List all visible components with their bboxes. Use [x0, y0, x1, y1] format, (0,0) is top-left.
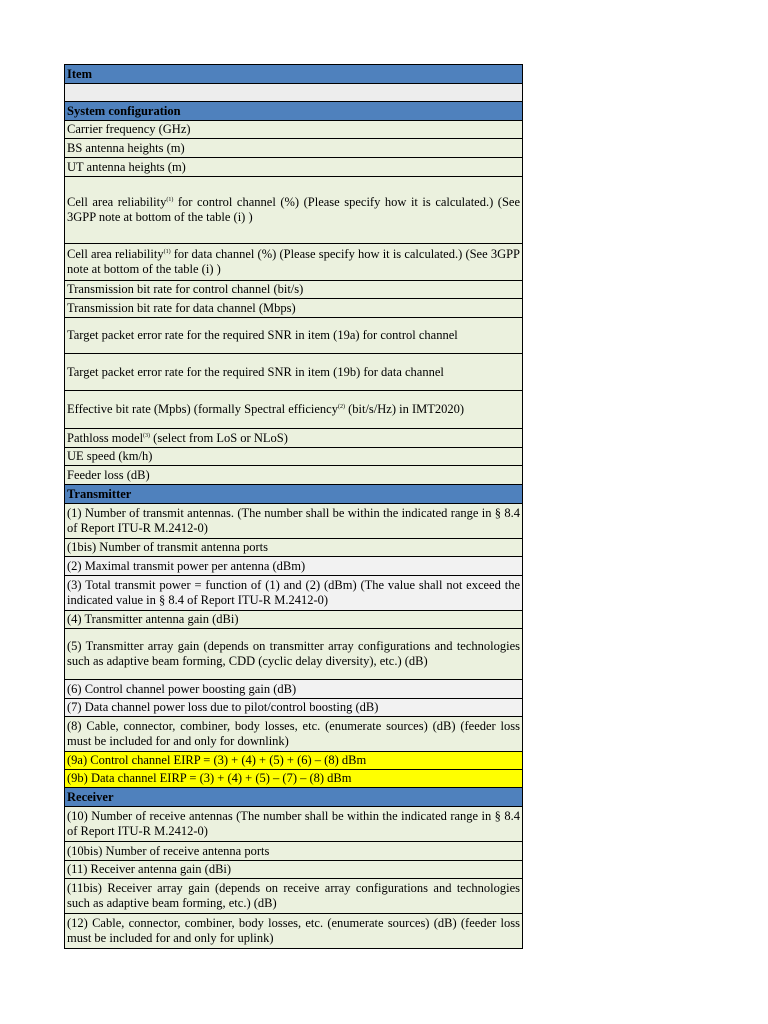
table-cell [65, 770, 523, 788]
cell-text: Target packet error rate for the required SNR in item (19a) for control channel [67, 328, 458, 342]
cell-text: System configuration [67, 103, 181, 118]
table-cell [65, 842, 523, 861]
cell-text: (1) Number of transmit antennas. (The number shall be within the indicated range in § 8.4 of Report ITU-R M.2412-0) [67, 506, 520, 535]
table-cell [65, 557, 523, 576]
cell-text: BS antenna heights (m) [67, 140, 185, 155]
table-row [65, 680, 523, 699]
table-cell [65, 244, 523, 281]
cell-text: (5) Transmitter array gain (depends on transmitter array configurations and technologies such as adaptive beam forming, CDD (cyclic delay diversity), etc.) (dB) [67, 639, 520, 668]
table-cell [65, 84, 523, 102]
cell-text: (10bis) Number of receive antenna ports [67, 843, 270, 858]
table-cell [65, 788, 523, 807]
table-row [65, 448, 523, 466]
table-row [65, 281, 523, 299]
table-row [65, 807, 523, 842]
footnote-marker: (1) [163, 249, 171, 255]
cell-text: Transmission bit rate for data channel (Mbps) [67, 300, 296, 315]
table-row [65, 629, 523, 680]
table-row [65, 611, 523, 629]
footnote-marker: (3) [143, 432, 151, 439]
table-row [65, 914, 523, 949]
table-cell [65, 281, 523, 299]
table-cell [65, 629, 523, 680]
table-cell [65, 354, 523, 391]
table-row [65, 557, 523, 576]
cell-text: (11) Receiver antenna gain (dBi) [67, 862, 232, 876]
cell-text: (6) Control channel power boosting gain (dB) [67, 681, 297, 696]
table-cell [65, 448, 523, 466]
cell-text: (11bis) Receiver array gain (depends on receive array configurations and technologies such as adaptive beam forming, etc.) (dB) [67, 881, 520, 910]
cell-text: (2) Maximal transmit power per antenna (dBm) [67, 558, 306, 573]
cell-text: Effective bit rate (Mpbs) (formally Spectral efficiency [67, 402, 338, 416]
table-cell [65, 318, 523, 354]
table-cell [65, 752, 523, 770]
cell-text: (1bis) Number of transmit antenna ports [67, 540, 268, 554]
table-row [65, 879, 523, 914]
table-cell [65, 807, 523, 842]
table-cell [65, 391, 523, 429]
section-header-row [65, 102, 523, 121]
cell-text: Item [67, 66, 92, 81]
table-row [65, 861, 523, 879]
table-row [65, 244, 523, 281]
table-row [65, 504, 523, 539]
table-row [65, 158, 523, 177]
table-cell [65, 139, 523, 158]
cell-text: (8) Cable, connector, combiner, body losses, etc. (enumerate sources) (dB) (feeder loss must be included for and only for downlink) [67, 719, 520, 748]
table-row [65, 354, 523, 391]
table-cell [65, 699, 523, 717]
cell-text: Cell area reliability [67, 247, 164, 261]
cell-text: (10) Number of receive antennas (The number shall be within the indicated range in § 8.4 of Report ITU-R M.2412-0) [67, 809, 520, 838]
section-header-row [65, 65, 523, 84]
cell-text: Transmission bit rate for control channel (bit/s) [67, 282, 304, 296]
table-row [65, 717, 523, 752]
table-row [65, 539, 523, 557]
section-header-row [65, 788, 523, 807]
section-header-row [65, 485, 523, 504]
table-row [65, 177, 523, 244]
link-budget-table [64, 64, 523, 949]
table-cell [65, 466, 523, 485]
table-cell [65, 102, 523, 121]
cell-text: Target packet error rate for the required SNR in item (19b) for data channel [67, 364, 444, 379]
cell-text: UT antenna heights (m) [67, 159, 186, 174]
table-row [65, 139, 523, 158]
cell-text: (3) Total transmit power = function of (1) and (2) (dBm) (The value shall not exceed the indicated value in § 8.4 of Report ITU-R M.2412-0) [67, 578, 520, 607]
table-row [65, 299, 523, 318]
table-row [65, 752, 523, 770]
cell-text-continued: for data channel (%) (Please specify how it is calculated.) (See 3GPP note at bottom of the table (i) ) [67, 247, 521, 276]
table-row [65, 84, 523, 102]
cell-text-continued: (select from LoS or NLoS) [150, 430, 288, 445]
table-cell [65, 576, 523, 611]
cell-text: Feeder loss (dB) [67, 467, 150, 482]
cell-text: UE speed (km/h) [67, 449, 153, 463]
cell-text: (12) Cable, connector, combiner, body losses, etc. (enumerate sources) (dB) (feeder loss must be included for and only for uplink) [67, 916, 520, 945]
table-cell [65, 861, 523, 879]
cell-text: Carrier frequency (GHz) [67, 122, 191, 136]
table-row [65, 391, 523, 429]
footnote-marker: (1) [166, 197, 174, 203]
table-row [65, 466, 523, 485]
table-cell [65, 121, 523, 139]
cell-text: Pathloss model [67, 430, 144, 445]
table-cell [65, 611, 523, 629]
table-cell [65, 539, 523, 557]
table-row [65, 318, 523, 354]
table-cell [65, 504, 523, 539]
cell-text: Transmitter [67, 486, 132, 501]
table-cell [65, 158, 523, 177]
cell-text: Cell area reliability [67, 195, 167, 209]
table-body [65, 65, 523, 949]
table-cell [65, 914, 523, 949]
cell-text: Receiver [67, 789, 114, 804]
table-cell [65, 485, 523, 504]
table-cell [65, 680, 523, 699]
cell-text-continued: for control channel (%) (Please specify how it is calculated.) (See 3GPP note at bottom of the table (i) ) [67, 195, 521, 224]
cell-text-continued: (bit/s/Hz) in IMT2020) [344, 402, 465, 416]
table-row [65, 121, 523, 139]
table-row [65, 842, 523, 861]
cell-text: (9a) Control channel EIRP = (3) + (4) + (5) + (6) – (8) dBm [67, 753, 367, 767]
table-row [65, 576, 523, 611]
cell-text: (4) Transmitter antenna gain (dBi) [67, 612, 239, 626]
table-cell [65, 879, 523, 914]
table-row [65, 699, 523, 717]
table-cell [65, 299, 523, 318]
cell-text: (9b) Data channel EIRP = (3) + (4) + (5) – (7) – (8) dBm [67, 771, 352, 785]
table-cell [65, 429, 523, 448]
table-cell [65, 717, 523, 752]
table-cell [65, 177, 523, 244]
table-row [65, 429, 523, 448]
footnote-marker: (2) [337, 404, 345, 410]
cell-text: (7) Data channel power loss due to pilot/control boosting (dB) [67, 700, 379, 714]
table-cell [65, 65, 523, 84]
table-row [65, 770, 523, 788]
